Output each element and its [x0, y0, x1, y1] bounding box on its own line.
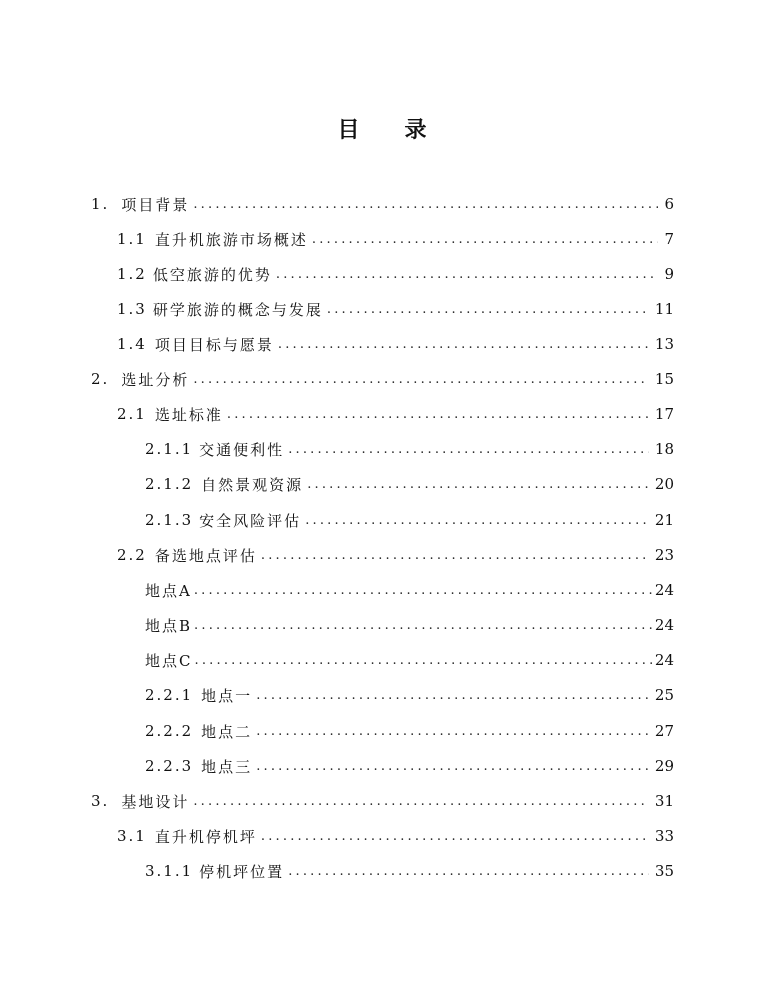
toc-leader-dots — [194, 614, 653, 638]
toc-entry-2-2-2[interactable] — [145, 719, 674, 743]
toc-leader-dots — [288, 860, 649, 884]
toc-entry-page: 24 — [654, 616, 674, 634]
toc-entry-number: 1. — [91, 195, 110, 213]
toc-entry-label: 直升机停机坪 — [154, 827, 257, 846]
toc-entry-1[interactable] — [91, 192, 674, 216]
toc-entry-label: 自然景观资源 — [201, 475, 304, 494]
toc-entry-label: 选址标准 — [154, 405, 223, 424]
toc-entry-page: 11 — [654, 300, 674, 318]
toc-entry-label: 地点二 — [201, 722, 253, 741]
toc-entry-number: 2.2.3 — [145, 757, 194, 775]
toc-entry-label: 基地设计 — [121, 792, 190, 811]
toc-entry-1-2[interactable] — [117, 262, 674, 286]
toc-entry-page: 23 — [654, 546, 674, 564]
toc-entry-2-2-1[interactable] — [145, 683, 674, 707]
toc-entry-page: 24 — [654, 651, 674, 669]
toc-entry-label: 选址分析 — [121, 370, 190, 389]
toc-leader-dots — [261, 825, 649, 849]
toc-leader-dots — [193, 368, 649, 392]
toc-entry-number: 2. — [91, 370, 110, 388]
toc-entry-page: 29 — [654, 757, 674, 775]
toc-entry-3-1[interactable] — [117, 824, 674, 848]
toc-entry-location-b[interactable] — [145, 613, 674, 637]
toc-entry-page: 9 — [664, 265, 674, 283]
toc-entry-number: 3. — [91, 792, 110, 810]
toc-entry-number: 1.3 — [117, 300, 147, 318]
toc-entry-2-1-3[interactable] — [145, 508, 674, 532]
toc-leader-dots — [305, 509, 649, 533]
toc-entry-page: 15 — [654, 370, 674, 388]
toc-entry-3-1-1[interactable] — [145, 859, 674, 883]
toc-leader-dots — [256, 684, 649, 708]
toc-entry-label: 地点C — [145, 651, 193, 670]
toc-entry-label: 安全风险评估 — [199, 511, 302, 530]
toc-title-char-2: 录 — [404, 118, 428, 143]
toc-entry-page: 25 — [654, 686, 674, 704]
toc-entry-label: 地点一 — [201, 686, 253, 705]
toc-title — [0, 113, 765, 144]
toc-title-char-1: 目 — [337, 118, 361, 143]
toc-leader-dots — [278, 333, 649, 357]
toc-entry-label: 直升机旅游市场概述 — [154, 230, 308, 249]
toc-leader-dots — [194, 579, 653, 603]
toc-entry-page: 20 — [654, 475, 674, 493]
toc-entry-label: 低空旅游的优势 — [152, 265, 272, 284]
toc-entry-label: 项目背景 — [121, 195, 190, 214]
toc-entry-number: 1.2 — [117, 265, 147, 283]
toc-entry-2-2-3[interactable] — [145, 754, 674, 778]
toc-entry-2-1-1[interactable] — [145, 437, 674, 461]
toc-entry-2[interactable] — [91, 367, 674, 391]
toc-entry-label: 交通便利性 — [199, 440, 285, 459]
toc-entry-2-1[interactable] — [117, 402, 674, 426]
toc-entry-3[interactable] — [91, 789, 674, 813]
toc-entry-page: 27 — [654, 722, 674, 740]
toc-entry-page: 7 — [664, 230, 674, 248]
toc-leader-dots — [276, 263, 658, 287]
toc-entry-number: 2.1.1 — [145, 440, 194, 458]
toc-entry-label: 地点B — [145, 616, 193, 635]
toc-leader-dots — [227, 403, 649, 427]
toc-entry-page: 31 — [654, 792, 674, 810]
toc-entry-number: 3.1.1 — [145, 862, 194, 880]
toc-entry-number: 2.1.3 — [145, 511, 194, 529]
toc-entry-1-4[interactable] — [117, 332, 674, 356]
toc-entry-number: 2.2.2 — [145, 722, 194, 740]
toc-leader-dots — [288, 438, 649, 462]
toc-entry-number: 2.1 — [117, 405, 147, 423]
toc-entry-label: 地点三 — [201, 757, 253, 776]
toc-entry-1-1[interactable] — [117, 227, 674, 251]
toc-entry-number: 1.4 — [117, 335, 147, 353]
toc-entry-number: 2.2.1 — [145, 686, 194, 704]
toc-leader-dots — [193, 193, 658, 217]
toc-entry-1-3[interactable] — [117, 297, 674, 321]
toc-entry-page: 13 — [654, 335, 674, 353]
toc-entry-page: 6 — [664, 195, 674, 213]
toc-entry-page: 35 — [654, 862, 674, 880]
toc-leader-dots — [307, 473, 649, 497]
toc-entry-number: 2.1.2 — [145, 475, 194, 493]
toc-leader-dots — [327, 298, 649, 322]
toc-entry-2-2[interactable] — [117, 543, 674, 567]
toc-entry-page: 17 — [654, 405, 674, 423]
toc-entry-number: 3.1 — [117, 827, 147, 845]
toc-entry-label: 停机坪位置 — [199, 862, 285, 881]
toc-leader-dots — [256, 720, 649, 744]
toc-entry-page: 21 — [654, 511, 674, 529]
toc-entry-location-a[interactable] — [145, 578, 674, 602]
toc-entry-label: 地点A — [145, 581, 192, 600]
toc-entry-page: 33 — [654, 827, 674, 845]
toc-leader-dots — [312, 228, 658, 252]
toc-leader-dots — [256, 755, 649, 779]
toc-entry-location-c[interactable] — [145, 648, 674, 672]
toc-entry-page: 24 — [654, 581, 674, 599]
toc-leader-dots — [193, 790, 649, 814]
toc-entry-2-1-2[interactable] — [145, 472, 674, 496]
toc-entry-number: 2.2 — [117, 546, 147, 564]
toc-entry-label: 备选地点评估 — [154, 546, 257, 565]
toc-entry-label: 项目目标与愿景 — [154, 335, 274, 354]
toc-entry-number: 1.1 — [117, 230, 147, 248]
toc-leader-dots — [194, 649, 652, 673]
toc-entry-page: 18 — [654, 440, 674, 458]
toc-entry-label: 研学旅游的概念与发展 — [152, 300, 323, 319]
toc-leader-dots — [261, 544, 649, 568]
